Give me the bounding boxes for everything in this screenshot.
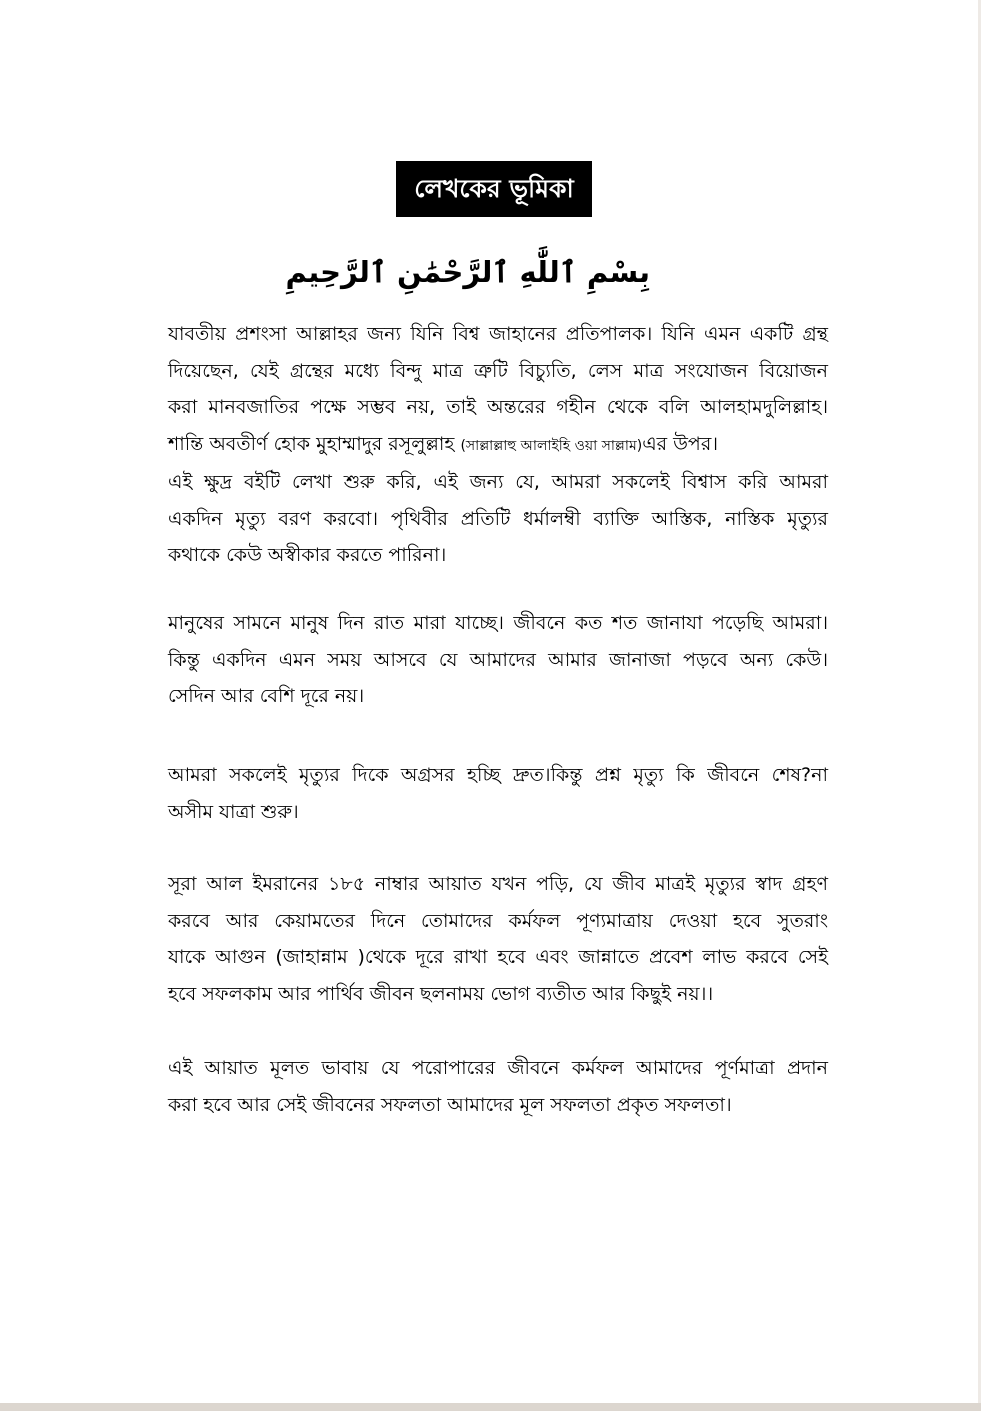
paragraph-line: দিয়েছেন, যেই গ্রন্থের মধ্যে বিন্দু মাত্র ত্রুটি বিচ্যুতি, লেস মাত্র সংযোজন বিয়োজন [168, 359, 828, 382]
paragraph-line: মানুষের সামনে মানুষ দিন রাত মারা যাচ্ছে। জীবনে কত শত জানাযা পড়েছি আমরা। [168, 612, 828, 634]
paragraph-5 [168, 1050, 828, 1123]
paragraph-4 [168, 866, 828, 1012]
paragraph-line: করা মানবজাতির পক্ষে সম্ভব নয়, তাই অন্তরের গহীন থেকে বলি আলহামদুলিল্লাহ। [168, 396, 828, 418]
paragraph-line: আমরা সকলেই মৃত্যুর দিকে অগ্রসর হচ্ছি দ্রুত।কিন্তু প্রশ্ন মৃত্যু কি জীবনে শেষ?না [168, 764, 828, 786]
paragraph-line: কিন্তু একদিন এমন সময় আসবে যে আমাদের আমার জানাজা পড়বে অন্য কেউ। [168, 648, 828, 671]
paragraph-line: করা হবে আর সেই জীবনের সফলতা আমাদের মূল সফলতা প্রকৃত সফলতা। [168, 1093, 732, 1116]
bismillah-calligraphy: بِسْمِ ٱللَّٰهِ ٱلرَّحْمَٰنِ ٱلرَّحِيمِ [285, 255, 650, 289]
paragraph-line: এই ক্ষুদ্র বইটি লেখা শুরু করি, এই জন্য যে, আমরা সকলেই বিশ্বাস করি আমরা [168, 471, 828, 493]
paragraph-line: করবে আর কেয়ামতের দিনে তোমাদের কর্মফল পূণ্যমাত্রায় দেওয়া হবে সুতরাং [168, 909, 828, 932]
paragraph-1 [168, 316, 828, 574]
paragraph-line: এই আয়াত মূলত ভাবায় যে পরোপারের জীবনে কর্মফল আমাদের পূর্ণমাত্রা প্রদান [168, 1057, 828, 1079]
paragraph-line: অসীম যাত্রা শুরু। [168, 800, 299, 823]
salutation-suffix: এর উপর। [642, 432, 719, 455]
page-title: লেখকের ভূমিকা [396, 161, 592, 217]
paragraph-line: সূরা আল ইমরানের ১৮৫ নাম্বার আয়াত যখন পড়ি, যে জীব মাত্রই মৃত্যুর স্বাদ গ্রহণ [168, 873, 828, 895]
paragraph-line: সেদিন আর বেশি দূরে নয়। [168, 685, 365, 707]
paragraph-2 [168, 605, 828, 715]
paragraph-line: যাবতীয় প্রশংসা আল্লাহর জন্য যিনি বিশ্ব জাহানের প্রতিপালক। যিনি এমন একটি গ্রন্থ [168, 323, 828, 345]
paragraph-line: যাকে আগুন (জাহান্নাম )থেকে দূরে রাখা হবে এবং জান্নাতে প্রবেশ লাভ করবে সেই [168, 946, 828, 968]
paragraph-3 [168, 757, 828, 830]
paragraph-line: হবে সফলকাম আর পার্থিব জীবন ছলনাময় ভোগ ব্যতীত আর কিছুই নয়।। [168, 982, 714, 1005]
paragraph-line-text: শান্তি অবতীর্ণ হোক মুহাম্মাদুর রসূলুল্লাহ [168, 432, 461, 455]
paragraph-line: একদিন মৃত্যু বরণ করবো। পৃথিবীর প্রতিটি ধর্মালম্বী ব্যাক্তি আস্তিক, নাস্তিক মৃত্যুর [168, 507, 828, 530]
paragraph-line: কথাকে কেউ অস্বীকার করতে পারিনা। [168, 544, 447, 566]
paragraph-line-salutation [168, 426, 828, 465]
salutation-text: (সাল্লাল্লাহু আলাইহি ওয়া সাল্লাম) [460, 437, 643, 454]
page-bottom-edge [0, 1403, 981, 1411]
